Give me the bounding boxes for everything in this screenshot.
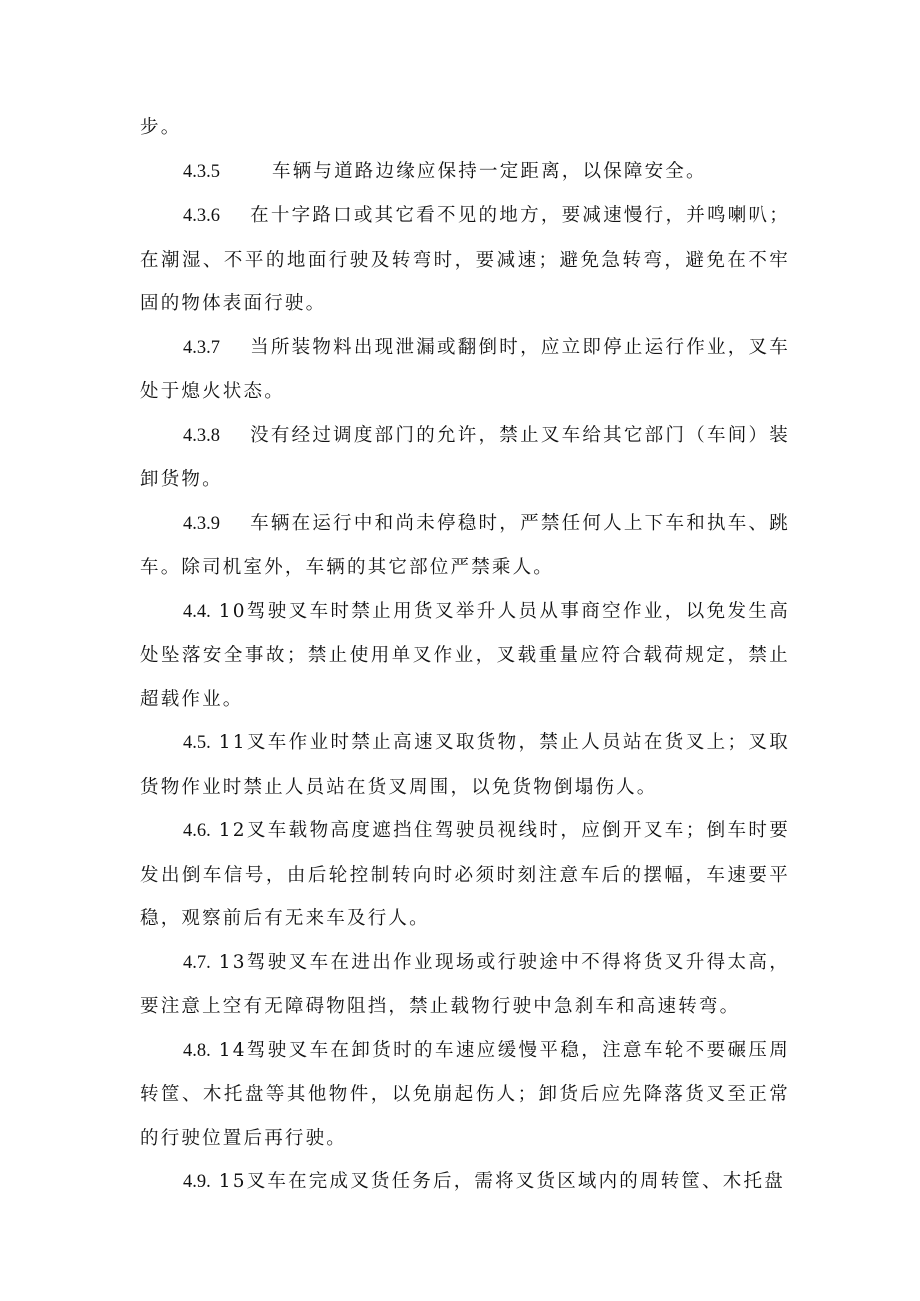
section-number: 4.8.	[183, 1040, 211, 1061]
section-number: 4.3.8	[183, 425, 220, 446]
paragraph-text: 11叉车作业时禁止高速叉取货物，禁止人员站在货叉上；叉取货物作业时禁止人员站在货叉周围，以免货物倒塌伤人。	[140, 732, 790, 798]
section-number: 4.9.	[183, 1172, 211, 1192]
paragraph-text: 15叉车在完成叉货任务后，需将叉货区域内的周转筐、木托盘	[218, 1171, 785, 1192]
paragraph-text: 在十字路口或其它看不见的地方，要减速慢行，并鸣喇叭；在潮湿、不平的地面行驶及转弯时，要减速；避免急转弯，避免在不牢固的物体表面行驶。	[140, 205, 790, 314]
section-number: 4.3.7	[183, 337, 220, 358]
paragraph-4-8	[140, 1029, 790, 1161]
paragraph-text: 12叉车载物高度遮挡住驾驶员视线时，应倒开叉车；倒车时要发出倒车信号，由后轮控制转向时必须时刻注意车后的摆幅，车速要平稳，观察前后有无来车及行人。	[140, 820, 790, 929]
section-number: 4.3.6	[183, 206, 220, 226]
paragraph-text: 车辆与道路边缘应保持一定距离，以保障安全。	[272, 160, 707, 182]
section-number: 4.3.9	[183, 513, 220, 534]
paragraph-text: 10驾驶叉车时禁止用货叉举升人员从事商空作业，以免发生高处坠落安全事故；禁止使用单叉作业，叉载重量应符合载荷规定，禁止超载作业。	[140, 600, 790, 710]
document-page	[140, 106, 790, 1205]
paragraph-4-3-9	[140, 502, 790, 590]
section-number: 4.4.	[183, 601, 211, 622]
paragraph-4-9	[140, 1160, 790, 1205]
section-number: 4.5.	[183, 733, 211, 753]
paragraph-4-3-8	[140, 414, 790, 502]
paragraph-text: 14驾驶叉车在卸货时的车速应缓慢平稳，注意车轮不要碾压周转筐、木托盘等其他物件，以免崩起伤人；卸货后应先降落货叉至正常的行驶位置后再行驶。	[140, 1039, 790, 1149]
section-number: 4.6.	[183, 821, 211, 841]
paragraph-4-5	[140, 721, 790, 809]
paragraph-continuation	[140, 106, 790, 150]
paragraph-text: 步。	[140, 117, 182, 138]
section-number: 4.3.5	[183, 161, 220, 182]
paragraph-text: 没有经过调度部门的允许，禁止叉车给其它部门（车间）装卸货物。	[140, 424, 790, 490]
paragraph-4-3-5	[140, 150, 790, 195]
paragraph-4-4	[140, 590, 790, 722]
paragraph-text: 13驾驶叉车在进出作业现场或行驶途中不得将货叉升得太高，要注意上空有无障碍物阻挡，禁止载物行驶中急刹车和高速转弯。	[140, 951, 790, 1017]
paragraph-4-7	[140, 941, 790, 1029]
paragraph-text: 当所装物料出现泄漏或翻倒时，应立即停止运行作业，叉车处于熄火状态。	[140, 336, 790, 402]
section-number: 4.7.	[183, 952, 211, 973]
paragraph-text: 车辆在运行中和尚未停稳时，严禁任何人上下车和执车、跳车。除司机室外，车辆的其它部位严禁乘人。	[140, 512, 790, 578]
paragraph-4-3-6	[140, 194, 790, 326]
paragraph-4-3-7	[140, 326, 790, 414]
paragraph-4-6	[140, 809, 790, 941]
